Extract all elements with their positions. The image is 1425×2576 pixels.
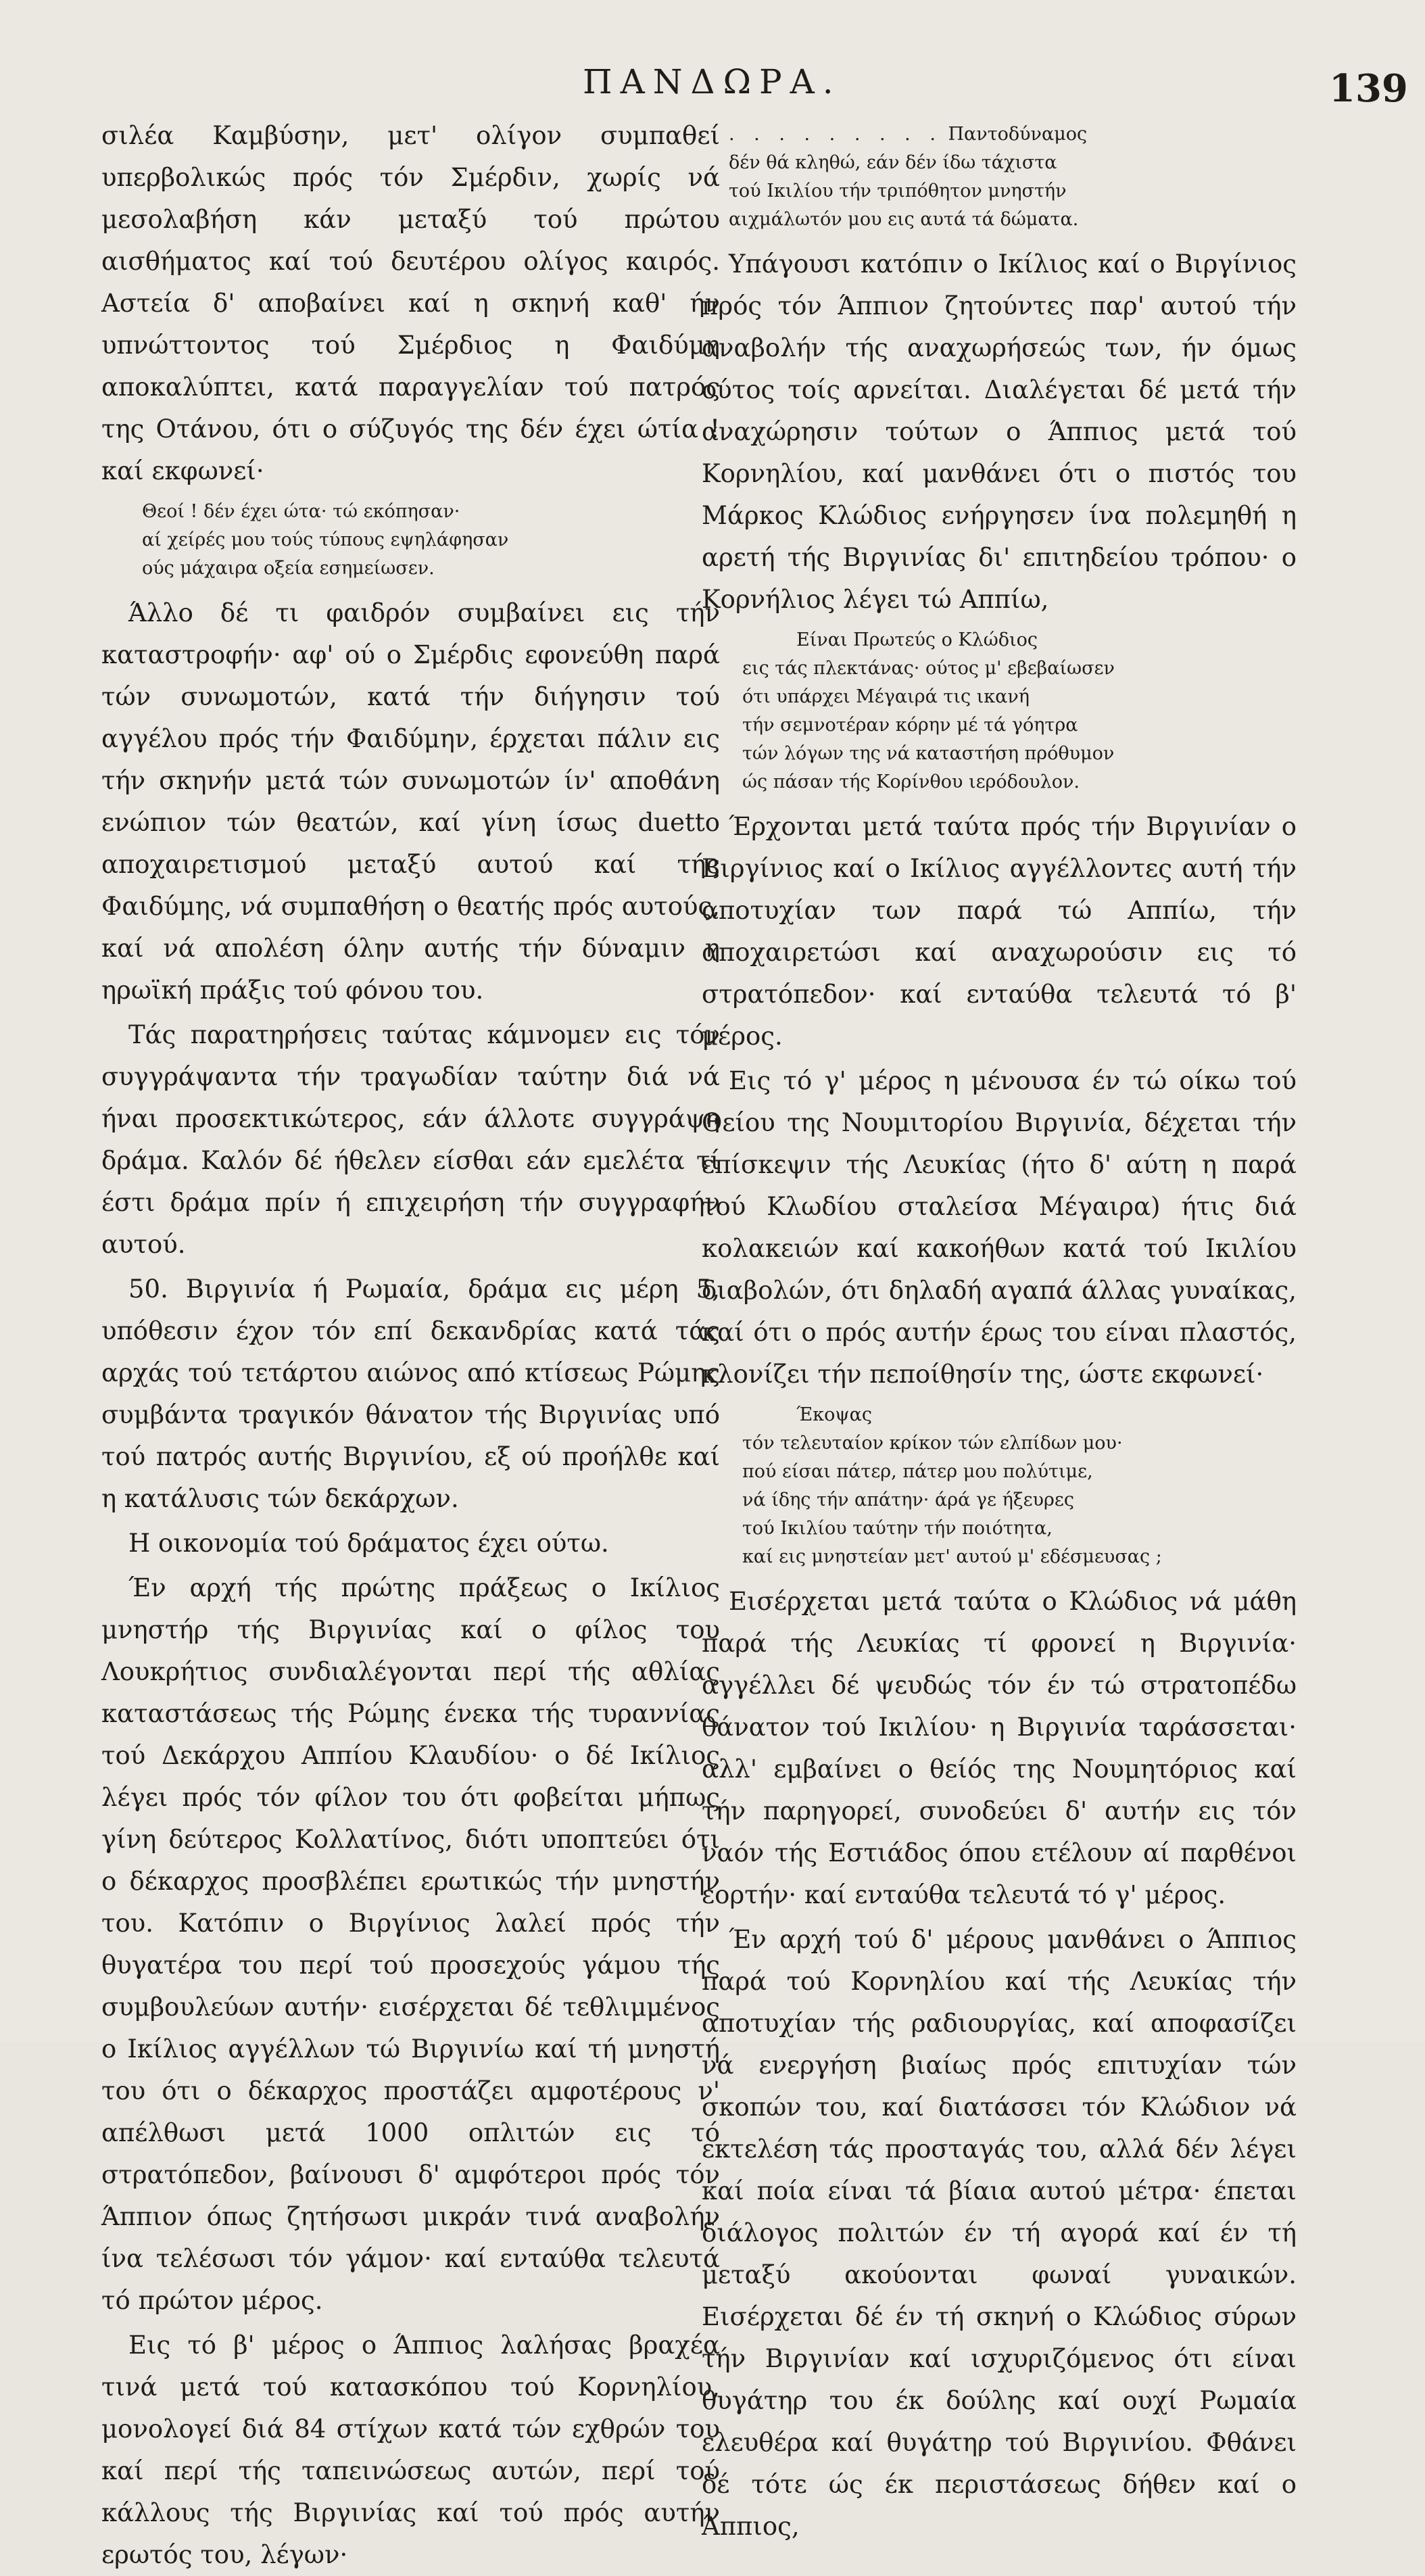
paragraph: Έν αρχή τής πρώτης πράξεως ο Ικίλιος μνηστήρ τής Βιργινίας καί ο φίλος του Λουκρήτιος συνδιαλέγονται περί τής αθλίας καταστάσεως τής Ρώμης ένεκα τής τυραννίας τού Δεκάρχου Αππίου Κλαυδίου· ο δέ Ικίλιος λέγει πρός τόν φίλον του ότι φοβείται μήπως γίνη δεύτερος Κολλατίνος, διότι υποπτεύει ότι ο δέκαρχος προσβλέπει ερωτικώς τήν μνηστήν του. Κατόπιν ο Βιργίνιος λαλεί πρός τήν θυγατέρα του περί τού προσεχούς γάμου τής συμβουλεύων αυτήν· εισέρχεται δέ τεθλιμμένος ο Ικίλιος αγγέλλων τώ Βιργινίω καί τή μνηστή του ότι ο δέκαρχος προστάζει αμφοτέρους ν' απέλθωσι μετά 1000 οπλιτών εις τό στρατόπεδον, βαίνουσι δ' αμφότεροι πρός τόν Άππιον όπως ζητήσωσι μικράν τινά αναβολήν ίνα τελέσωσι τόν γάμον· καί ενταύθα τελευτά τό πρώτον μέρος.	[101, 1573, 720, 2315]
verse-line: Θεοί ! δέν έχει ώτα· τώ εκόπησαν·	[142, 501, 460, 522]
running-head: ΠΑΝΔΩΡΑ.	[583, 62, 842, 101]
verse-line: ούς μάχαιρα οξεία εσημείωσεν.	[142, 558, 435, 579]
verse-line	[729, 120, 1297, 149]
paragraph: Έρχονται μετά ταύτα πρός τήν Βιργινίαν ο Βιργίνιος καί ο Ικίλιος αγγέλλοντες αυτή τήν αποτυχίαν των παρά τώ Αππίω, τήν αποχαιρετώσι καί αναχωρούσιν εις τό στρατόπεδον· καί ενταύθα τελευτά τό β' μέρος.	[702, 812, 1297, 1051]
verse-line: αί χείρές μου τούς τύπους εψηλάφησαν	[142, 529, 509, 550]
verse-line: ότι υπάρχει Μέγαιρά τις ικανή	[742, 686, 1030, 707]
ellipsis-dots: . . . . . . . . .	[729, 124, 942, 145]
verse-line: Έκοψας	[796, 1404, 872, 1425]
paragraph: Τάς παρατηρήσεις ταύτας κάμνομεν εις τόν συγγράψαντα τήν τραγωδίαν ταύτην διά νά ήναι προσεκτικώτερος, εάν άλλοτε συγγράψη δράμα. Καλόν δέ ήθελεν είσθαι εάν εμελέτα τί έστι δράμα πρίν ή επιχειρήση τήν συγγραφήν αυτού.	[101, 1020, 720, 1259]
paragraph: 50. Βιργινία ή Ρωμαία, δράμα εις μέρη 5, υπόθεσιν έχον τόν επί δεκανδρίας κατά τάς αρχάς τού τετάρτου αιώνος από κτίσεως Ρώμης συμβάντα τραγικόν θάνατον τής Βιργινίας υπό τού πατρός αυτής Βιργινίου, εξ ού προήλθε καί η κατάλυσις τών δεκάρχων.	[101, 1274, 720, 1513]
verse-line: Είναι Πρωτεύς ο Κλώδιος	[796, 629, 1038, 650]
verse-line: πού είσαι πάτερ, πάτερ μου πολύτιμε,	[742, 1461, 1093, 1482]
verse-line: ώς πάσαν τής Κορίνθου ιερόδουλον.	[742, 771, 1080, 792]
verse-line: νά ίδης τήν απάτην· άρά γε ήξευρες	[742, 1489, 1075, 1510]
verse-line: τήν σεμνοτέραν κόρην μέ τά γόητρα	[742, 715, 1078, 736]
paragraph: Εισέρχεται μετά ταύτα ο Κλώδιος νά μάθη παρά τής Λευκίας τί φρονεί η Βιργινία· αγγέλλει δέ ψευδώς τόν έν τώ στρατοπέδω θάνατον τού Ικιλίου· η Βιργινία ταράσσεται· αλλ' εμβαίνει ο θείός της Νουμητόριος καί τήν παρηγορεί, συνοδεύει δ' αυτήν εις τόν ναόν τής Εστιάδος όπου ετέλουν αί παρθένοι εορτήν· καί ενταύθα τελευτά τό γ' μέρος.	[702, 1587, 1297, 1909]
right-column	[702, 115, 1297, 2541]
verse-line: τόν τελευταίον κρίκον τών ελπίδων μου·	[742, 1433, 1123, 1454]
verse-quote	[101, 498, 720, 583]
verse-line: τού Ικιλίου τήν τριπόθητον μνηστήν	[729, 181, 1067, 201]
paragraph: Έν αρχή τού δ' μέρους μανθάνει ο Άππιος παρά τού Κορνηλίου καί τής Λευκίας τήν αποτυχίαν τής ραδιουργίας, καί αποφασίζει νά ενεργήση βιαίως πρός επιτυχίαν τών σκοπών του, καί διατάσσει τόν Κλώδιον νά εκτελέση τάς προσταγάς του, αλλά δέν λέγει καί ποία είναι τά βίαια αυτού μέτρα· έπεται διάλογος πολιτών έν τή αγορά καί έν τή μεταξύ ακούονται φωναί γυναικών. Εισέρχεται δέ έν τή σκηνή ο Κλώδιος σύρων τήν Βιργινίαν καί ισχυριζόμενος ότι είναι θυγάτηρ του έκ δούλης καί ουχί Ρωμαία ελευθέρα καί θυγάτηρ τού Βιργινίου. Φθάνει δέ τότε ώς έκ περιστάσεως δήθεν καί ο Άππιος,	[702, 1925, 1297, 2541]
verse-line: αιχμάλωτόν μου εις αυτά τά δώματα.	[729, 209, 1079, 230]
verse-line: καί εις μνηστείαν μετ' αυτού μ' εδέσμευσας ;	[742, 1546, 1162, 1567]
verse-quote	[702, 626, 1297, 796]
paragraph: Εις τό γ' μέρος η μένουσα έν τώ οίκω τού Θείου της Νουμιτορίου Βιργινία, δέχεται τήν επίσκεψιν τής Λευκίας (ήτο δ' αύτη η παρά τού Κλωδίου σταλείσα Μέγαιρα) ήτις διά κολακειών καί κακοήθων κατά τού Ικιλίου διαβολών, ότι δηλαδή αγαπά άλλας γυναίκας, καί ότι ο πρός αυτήν έρως του είναι πλαστός, κλονίζει τήν πεποίθησίν της, ώστε εκφωνεί·	[702, 1066, 1297, 1389]
left-column	[101, 115, 720, 2569]
paragraph: Άλλο δέ τι φαιδρόν συμβαίνει εις τήν καταστροφήν· αφ' ού ο Σμέρδις εφονεύθη παρά τών συνωμοτών, κατά τήν διήγησιν τού αγγέλου πρός τήν Φαιδύμην, έρχεται πάλιν εις τήν σκηνήν μετά τών συνωμοτών ίν' αποθάνη ενώπιον τών θεατών, καί γίνη ίσως duetto αποχαιρετισμού μεταξύ αυτού καί τής Φαιδύμης, νά συμπαθήση ο θεατής πρός αυτούς, καί νά απολέση όλην αυτής τήν δύναμιν η ηρωϊκή πράξις τού φόνου του.	[101, 598, 720, 1005]
verse-quote	[702, 1401, 1297, 1571]
verse-quote	[702, 120, 1297, 234]
paragraph: Εις τό β' μέρος ο Άππιος λαλήσας βραχέα τινά μετά τού κατασκόπου τού Κορνηλίου, μονολογεί διά 84 στίχων κατά τών εχθρών του καί περί τής ταπεινώσεως αυτών, περί τού κάλλους τής Βιργινίας καί τού πρός αυτήν ερωτός του, λέγων·	[101, 2331, 720, 2569]
verse-line: εις τάς πλεκτάνας· ούτος μ' εβεβαίωσεν	[742, 658, 1115, 679]
paragraph: Υπάγουσι κατόπιν ο Ικίλιος καί ο Βιργίνιος πρός τόν Άππιον ζητούντες παρ' αυτού τήν αναβολήν τής αναχωρήσεώς των, ήν όμως ούτος τοίς αρνείται. Διαλέγεται δέ μετά τήν αναχώρησιν τούτων ο Άππιος μετά τού Κορνηλίου, καί μανθάνει ότι ο πιστός του Μάρκος Κλώδιος ενήργησεν ίνα πολεμηθή η αρετή τής Βιργινίας δι' επιτηδείου τρόπου· ο Κορνήλιος λέγει τώ Αππίω,	[702, 249, 1297, 614]
paragraph: σιλέα Καμβύσην, μετ' ολίγον συμπαθεί υπερβολικώς πρός τόν Σμέρδιν, χωρίς νά μεσολαβήση κάν μεταξύ τού πρώτου αισθήματος καί τού δευτέρου ολίγος καιρός. Αστεία δ' αποβαίνει καί η σκηνή καθ' ήν υπνώττοντος τού Σμέρδιος η Φαιδύμη αποκαλύπτει, κατά παραγγελίαν τού πατρός της Οτάνου, ότι ο σύζυγός της δέν έχει ώτία ! καί εκφωνεί·	[101, 121, 720, 485]
paragraph: Η οικονομία τού δράματος έχει ούτω.	[128, 1529, 609, 1558]
verse-fragment: Παντοδύναμος	[948, 124, 1088, 145]
verse-line: τού Ικιλίου ταύτην τήν ποιότητα,	[742, 1518, 1053, 1539]
verse-line: δέν θά κληθώ, εάν δέν ίδω τάχιστα	[729, 152, 1057, 173]
page-number: 139	[1329, 66, 1408, 111]
verse-line: τών λόγων της νά καταστήση πρόθυμον	[742, 743, 1115, 764]
